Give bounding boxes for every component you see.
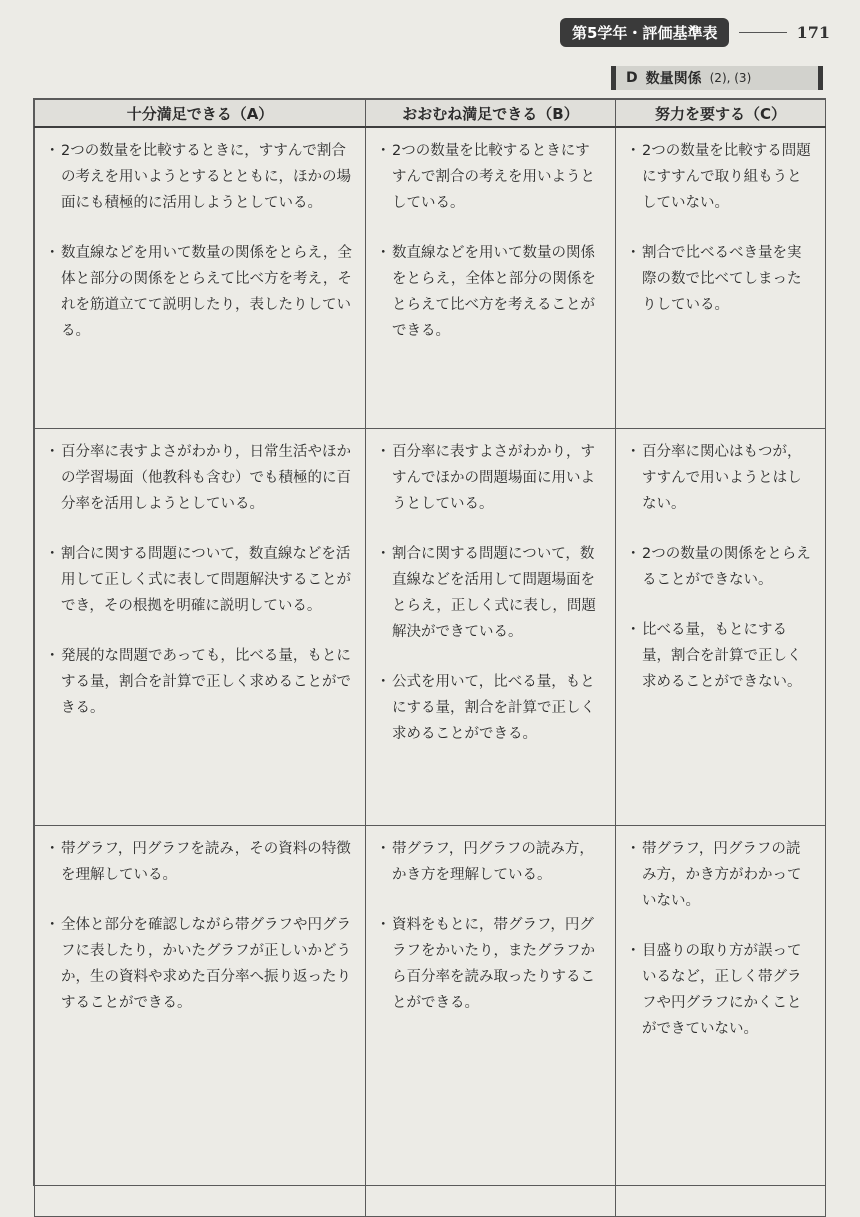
criterion-item: ・ 百分率に表すよさがわかり，日常生活やほかの学習場面（他教科も含む）でも積極的に百分率を活用しようとしている。: [45, 439, 353, 517]
criterion-item: ・ 目盛りの取り方が誤っているなど，正しく帯グラフや円グラフにかくことができていない。: [626, 938, 813, 1042]
page-header: [560, 18, 830, 46]
section-title: [611, 66, 823, 90]
criterion-item: ・ 割合に関する問題について，数直線などを活用して正しく式に表して問題解決することができ，その根拠を明確に説明している。: [45, 541, 353, 619]
cell-b: [366, 429, 616, 826]
criterion-item: ・ 資料をもとに，帯グラフ，円グラフをかいたり，またグラフから百分率を読み取ったりすることができる。: [376, 912, 603, 1016]
criterion-item: ・ 公式を用いて，比べる量，もとにする量，割合を計算で正しく求めることができる。: [376, 669, 603, 747]
criterion-item: ・ 発展的な問題であっても，比べる量，もとにする量，割合を計算で正しく求めることができる。: [45, 643, 353, 721]
section-refs: (2), (3): [709, 71, 752, 85]
criterion-item: ・ 数直線などを用いて数量の関係をとらえ，全体と部分の関係をとらえて比べ方を考えることができる。: [376, 240, 603, 344]
cell-a: [35, 127, 366, 429]
criterion-item: ・ 割合に関する問題について，数直線などを活用して問題場面をとらえ，正しく式に表し，問題解決ができている。: [376, 541, 603, 645]
criterion-item: ・ 帯グラフ，円グラフの読み方，かき方がわかっていない。: [626, 836, 813, 914]
header-rule: [739, 32, 786, 33]
criterion-item: ・ 2つの数量を比較するときにすすんで割合の考えを用いようとしている。: [376, 138, 603, 216]
cell-b: [366, 127, 616, 429]
section-label: D: [626, 70, 638, 86]
criterion-item: ・ 2つの数量を比較するときに，すすんで割合の考えを用いようとするとともに，ほかの場面にも積極的に活用しようとしている。: [45, 138, 353, 216]
criterion-item: ・ 数直線などを用いて数量の関係をとらえ，全体と部分の関係をとらえて比べ方を考え，それを筋道立てて説明したり，表したりしている。: [45, 240, 353, 344]
cell-c: [616, 127, 826, 429]
criterion-item: ・ 百分率に関心はもつが，すすんで用いようとはしない。: [626, 439, 813, 517]
criteria-table-wrapper: [33, 98, 826, 1186]
table-row: [35, 429, 826, 826]
column-header-b: おおむね満足できる（B）: [366, 100, 616, 128]
criterion-item: ・ 帯グラフ，円グラフの読み方，かき方を理解している。: [376, 836, 603, 888]
table-row: [35, 826, 826, 1217]
criterion-item: ・ 2つの数量を比較する問題にすすんで取り組もうとしていない。: [626, 138, 813, 216]
criterion-item: ・ 帯グラフ，円グラフを読み，その資料の特徴を理解している。: [45, 836, 353, 888]
section-name: 数量関係: [645, 71, 702, 87]
table-row: [35, 127, 826, 429]
chapter-badge: 第5学年・評価基準表: [560, 18, 729, 47]
cell-c: [616, 826, 826, 1217]
criterion-item: ・ 比べる量，もとにする量，割合を計算で正しく求めることができない。: [626, 617, 813, 695]
cell-a: [35, 429, 366, 826]
column-header-a: 十分満足できる（A）: [35, 100, 366, 128]
criterion-item: ・ 2つの数量の関係をとらえることができない。: [626, 541, 813, 593]
column-header-c: 努力を要する（C）: [616, 100, 826, 128]
table-header-row: [35, 100, 826, 128]
cell-c: [616, 429, 826, 826]
criterion-item: ・ 全体と部分を確認しながら帯グラフや円グラフに表したり，かいたグラフが正しいかどうか，生の資料や求めた百分率へ振り返ったりすることができる。: [45, 912, 353, 1016]
page-number: 171: [796, 22, 830, 42]
cell-a: [35, 826, 366, 1217]
evaluation-criteria-table: [34, 99, 826, 1217]
criterion-item: ・ 割合で比べるべき量を実際の数で比べてしまったりしている。: [626, 240, 813, 318]
criterion-item: ・ 百分率に表すよさがわかり，すすんでほかの問題場面に用いようとしている。: [376, 439, 603, 517]
cell-b: [366, 826, 616, 1217]
